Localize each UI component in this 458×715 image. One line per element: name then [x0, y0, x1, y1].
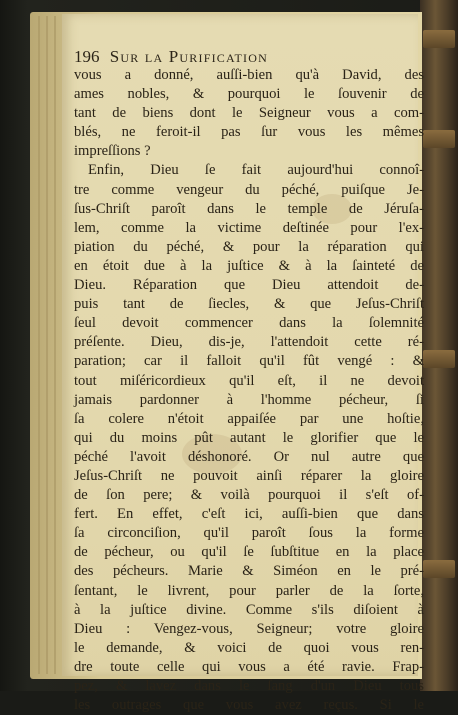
text-line: paration; car il falloit qu'il fût vengé : &	[74, 353, 424, 370]
text-line: préſente. Dieu, dis-je, l'attendoit cette ré-	[74, 334, 424, 351]
spine-band	[423, 30, 455, 48]
text-line: de ſon pere; & voilà pourquoi il s'eſt of-	[74, 487, 424, 504]
page-edge-line	[54, 16, 56, 674]
text-line: ſeul devoit commencer dans la ſolemnité	[74, 315, 424, 332]
text-line: piation du péché, & pour la réparation qui	[74, 238, 424, 255]
text-line: vous a donné, auſſi-bien qu'à David, des	[74, 67, 424, 83]
body-text	[74, 66, 426, 715]
spine-band	[423, 350, 455, 368]
text-line: impreſſions ?	[74, 143, 151, 160]
text-line: jamais pardonner à l'homme pécheur, ſi	[74, 391, 424, 408]
text-line: Dieu : Vengez-vous, Seigneur; votre gloire	[74, 620, 424, 637]
text-line: les outrages que vous avez reçus. Si le	[74, 697, 424, 714]
text-line: de pécheur, ou qu'il ſe ſubſtitue en la place	[74, 544, 424, 561]
spine-band	[423, 130, 455, 148]
text-line: blés, ne feroit-il pas ſur vous les mêmes	[74, 124, 424, 141]
text-line: tant de biens dont le Seigneur vous a com-	[74, 105, 424, 122]
running-title: Sur la Purification	[109, 47, 268, 66]
text-line: ſa colere n'étoit appaiſée par une hoſtie,	[74, 410, 424, 427]
text-line: qui du moins pût autant le glorifier que le	[74, 429, 424, 446]
text-line: péché l'avoit déshonoré. Or nul autre que	[74, 448, 424, 465]
text-line: puis tant de ſiecles, & que Jeſus-Chriſt	[74, 296, 424, 313]
text-line: dre toute celle qui vous a été ravie. Frap-	[74, 658, 424, 675]
text-line: le demande, & voici de quoi vous ren-	[74, 639, 424, 656]
text-line: Dieu. Réparation que Dieu attendoit de-	[74, 277, 424, 294]
text-line: ſa circonciſion, qu'il paroît ſous la forme	[74, 525, 424, 542]
text-line: fert. En effet, c'eſt ici, auſſi-bien que dans	[74, 506, 424, 523]
text-line: des pécheurs. Marie & Siméon en le pré-	[74, 563, 424, 580]
text-line: lem, comme la victime deſtinée pour l'ex-	[74, 219, 424, 236]
page-edge-line	[46, 16, 48, 674]
text-line: à la juſtice divine. Comme s'ils diſoient à	[74, 601, 424, 618]
text-line: ſus-Chriſt paroît dans le temple de Jéruſa-	[74, 200, 424, 217]
text-line: Jeſus-Chriſt ne pouvoit ainſi réparer la gloire	[74, 467, 424, 484]
text-line: tre comme vengeur du péché, puiſque Je-	[74, 181, 424, 198]
text-line: tout miſéricordieux qu'il eſt, il ne devoit	[74, 372, 424, 389]
text-line: ames nobles, & pourquoi le ſouvenir de	[74, 86, 424, 103]
text-line: pez, & lavez dans le ſang d'un Dieu tous	[74, 678, 424, 694]
page-number: 196	[74, 47, 100, 66]
spine-band	[423, 560, 455, 578]
text-line: ſentant, le livrent, pour parler de la ſorte,	[74, 582, 424, 599]
text-line: en étoit due à la juſtice & à la ſainteté de	[74, 257, 424, 274]
text-line: Enfin, Dieu ſe fait aujourd'hui connoî-	[88, 162, 424, 179]
page-edge-line	[38, 16, 40, 674]
